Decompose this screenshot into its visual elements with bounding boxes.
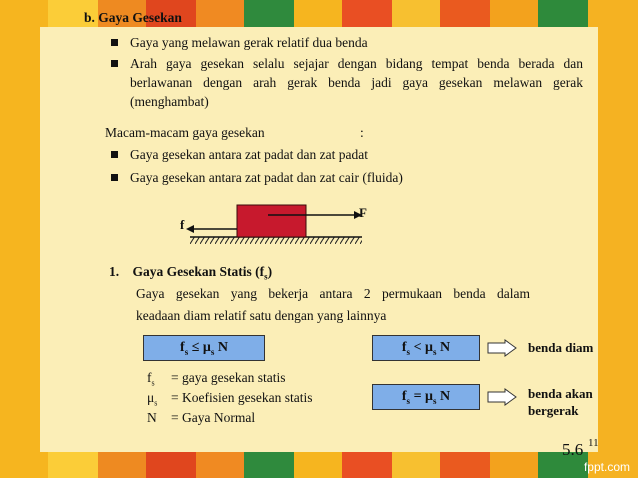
bullet-square-icon xyxy=(111,39,118,46)
bullet-square-icon xyxy=(111,151,118,158)
applied-force-label: F xyxy=(359,205,367,220)
legend-subscript: s xyxy=(154,398,158,408)
static-friction-description: keadaan diam relatif satu dengan yang lainnya xyxy=(136,308,387,323)
type-item: Gaya gesekan antara zat padat dan zat padat xyxy=(130,147,368,162)
static-friction-heading xyxy=(109,263,272,286)
formula-operator: ≤ xyxy=(191,340,200,355)
formula-subscript: s xyxy=(406,346,411,357)
rest-formula-box xyxy=(372,335,480,361)
formula-subscript: s xyxy=(406,395,411,406)
bullet-square-icon xyxy=(111,174,118,181)
brand-watermark: fppt.com xyxy=(583,460,630,474)
point-text: (menghambat) xyxy=(130,94,209,109)
formula-operator: = xyxy=(413,389,422,404)
legend-symbol: f xyxy=(147,370,152,385)
right-arrow-icon xyxy=(487,339,517,357)
moving-result-line: benda akan xyxy=(528,386,593,401)
heading-close: ) xyxy=(267,264,273,279)
legend-symbol: N xyxy=(147,410,157,425)
formula-symbol: f xyxy=(401,340,407,355)
point-text: Gaya yang melawan gerak relatif dua benda xyxy=(130,35,368,50)
block-body xyxy=(237,205,306,237)
friction-force-label: f xyxy=(180,217,185,232)
moving-result-line: bergerak xyxy=(528,403,579,418)
formula-symbol: μ xyxy=(202,340,211,355)
formula-symbol: f xyxy=(401,389,407,404)
point-text: Arah gaya gesekan selalu sejajar dengan bidang tempat benda berada dan xyxy=(130,56,583,71)
formula-operator: < xyxy=(413,340,422,355)
formula-symbol: N xyxy=(440,340,451,355)
types-colon: : xyxy=(360,125,364,140)
legend-row xyxy=(147,409,255,433)
ground-hatching xyxy=(190,237,362,244)
legend-subscript: s xyxy=(151,378,155,388)
heading-text: Gaya Gesekan Statis (f xyxy=(132,264,265,279)
formula-symbol: N xyxy=(440,389,451,404)
rest-result-label: benda diam xyxy=(528,340,594,355)
heading-subscript: s xyxy=(264,271,268,282)
types-intro: Macam-macam gaya gesekan xyxy=(105,125,265,140)
point-text: berlawanan dengan arah gerak benda jadi gaya gesekan melawan gerak xyxy=(130,75,583,90)
friction-force-arrowhead xyxy=(186,225,194,233)
legend-text: = gaya gesekan statis xyxy=(171,370,286,385)
bullet-square-icon xyxy=(111,60,118,67)
legend-text: = Gaya Normal xyxy=(171,410,256,425)
right-arrow-icon xyxy=(487,388,517,406)
page-code: 5.6 xyxy=(562,440,584,459)
section-heading: b. Gaya Gesekan xyxy=(84,10,182,25)
formula-subscript: s xyxy=(184,346,189,357)
formula-symbol: μ xyxy=(425,389,433,404)
formula-subscript: s xyxy=(432,346,437,357)
heading-number: 1. xyxy=(109,264,120,279)
formula-symbol: μ xyxy=(425,340,433,355)
moving-formula-box xyxy=(372,384,480,410)
main-formula-box xyxy=(143,335,265,361)
legend-text: = Koefisien gesekan statis xyxy=(171,390,313,405)
type-item: Gaya gesekan antara zat padat dan zat cair (fluida) xyxy=(130,170,403,185)
friction-diagram xyxy=(170,196,370,254)
static-friction-description: Gaya gesekan yang bekerja antara 2 permukaan benda dalam xyxy=(136,286,530,301)
formula-symbol: f xyxy=(180,340,185,355)
slide-number: 11 xyxy=(588,437,599,449)
formula-symbol: N xyxy=(217,340,228,355)
formula-subscript: s xyxy=(210,346,215,357)
formula-subscript: s xyxy=(432,395,437,406)
legend-symbol: μ xyxy=(147,390,155,405)
moving-result-label xyxy=(528,385,593,419)
